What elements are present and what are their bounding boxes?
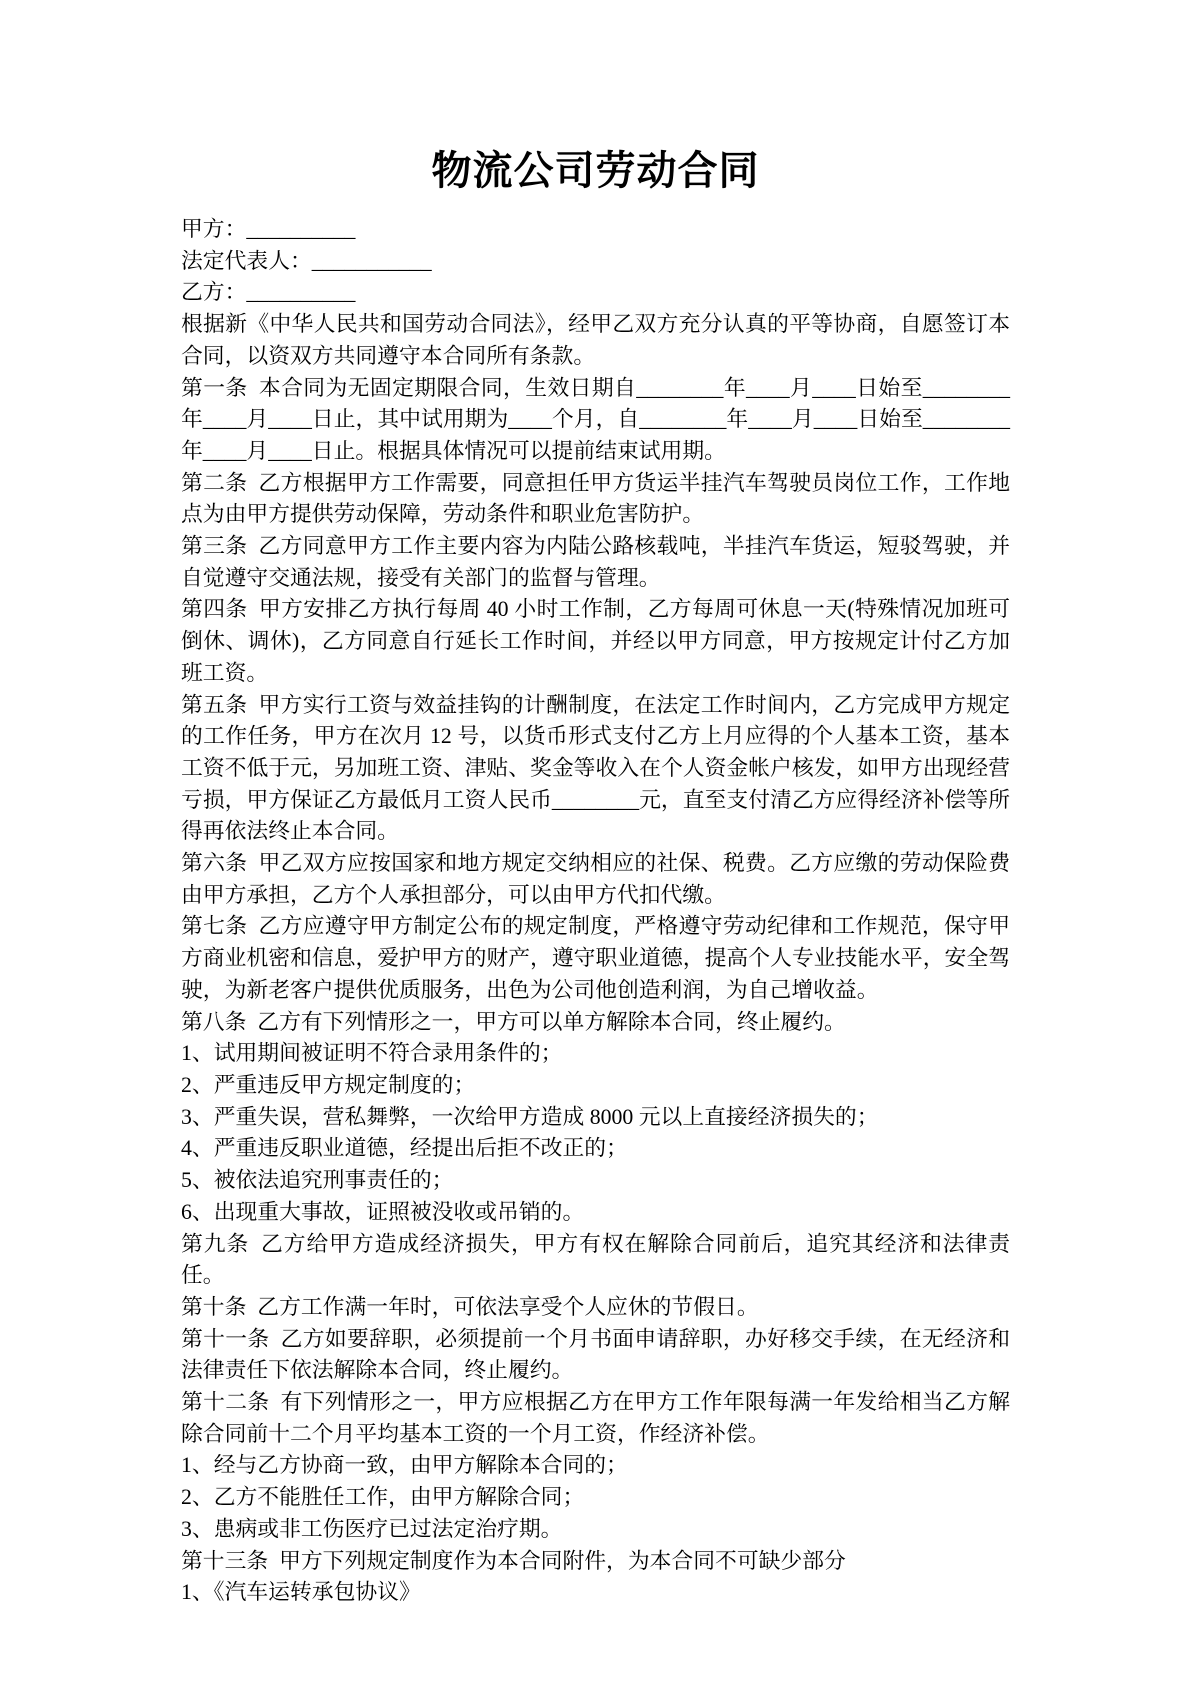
article-2: 第二条 乙方根据甲方工作需要，同意担任甲方货运半挂汽车驾驶员岗位工作，工作地点为由甲方提供劳动保障，劳动条件和职业危害防护。 [181, 470, 1010, 527]
article-5: 第五条 甲方实行工资与效益挂钩的计酬制度，在法定工作时间内，乙方完成甲方规定的工作任务，甲方在次月 12 号，以货币形式支付乙方上月应得的个人基本工资，基本工资不低于元，另加班工资、津贴、奖金等收入在个人资金帐户核发，如甲方出现经营亏损，甲方保证乙方最低月工资人民币________元，直至支付清乙方应得经济补偿等所得再依法终止本合同。 [181, 692, 1010, 844]
article-6: 第六条 甲乙双方应按国家和地方规定交纳相应的社保、税费。乙方应缴的劳动保险费由甲方承担，乙方个人承担部分，可以由甲方代扣代缴。 [181, 851, 1010, 907]
article-7: 第七条 乙方应遵守甲方制定公布的规定制度，严格遵守劳动纪律和工作规范，保守甲方商业机密和信息，爱护甲方的财产，遵守职业道德，提高个人专业技能水平，安全驾驶，为新老客户提供优质服务，出色为公司他创造利润，为自己增收益。 [181, 914, 1010, 1002]
article-8: 第八条 乙方有下列情形之一，甲方可以单方解除本合同，终止履约。 [181, 1009, 846, 1034]
article-8-item-2: 2、严重违反甲方规定制度的； [181, 1072, 476, 1097]
article-4: 第四条 甲方安排乙方执行每周 40 小时工作制，乙方每周可休息一天(特殊情况加班可倒休、调休)，乙方同意自行延长工作时间，并经以甲方同意，甲方按规定计付乙方加班工资。 [181, 597, 1010, 685]
article-12-item-1: 1、经与乙方协商一致，由甲方解除本合同的； [181, 1453, 628, 1478]
article-8-item-4: 4、严重违反职业道德，经提出后拒不改正的； [181, 1136, 628, 1161]
article-11: 第十一条 乙方如要辞职，必须提前一个月书面申请辞职，办好移交手续，在无经济和法律责任下依法解除本合同，终止履约。 [181, 1326, 1010, 1383]
article-12-item-3: 3、患病或非工伤医疗已过法定治疗期。 [181, 1516, 563, 1541]
article-12-item-2: 2、乙方不能胜任工作，由甲方解除合同； [181, 1485, 585, 1510]
article-8-item-1: 1、试用期间被证明不符合录用条件的； [181, 1041, 563, 1066]
article-8-item-3: 3、严重失误，营私舞弊，一次给甲方造成 8000 元以上直接经济损失的； [181, 1104, 879, 1129]
article-1: 第一条 本合同为无固定期限合同，生效日期自________年____月____日始至________年____月____日止，其中试用期为____个月，自________年____月____日始至________年____月____日止。根据具体情况可以提前结束试用期。 [181, 375, 1010, 463]
article-8-item-6: 6、出现重大事故，证照被没收或吊销的。 [181, 1199, 585, 1224]
party-a-line: 甲方：__________ [181, 217, 356, 241]
document-body [181, 214, 1010, 1609]
legal-representative-line: 法定代表人：___________ [181, 248, 432, 273]
party-b-line: 乙方：__________ [181, 280, 356, 305]
preamble: 根据新《中华人民共和国劳动合同法》，经甲乙双方充分认真的平等协商，自愿签订本合同，以资双方共同遵守本合同所有条款。 [181, 312, 1010, 368]
article-9: 第九条 乙方给甲方造成经济损失，甲方有权在解除合同前后，追究其经济和法律责任。 [181, 1231, 1010, 1288]
article-10: 第十条 乙方工作满一年时，可依法享受个人应休的节假日。 [181, 1294, 759, 1319]
article-3: 第三条 乙方同意甲方工作主要内容为内陆公路核载吨，半挂汽车货运，短驳驾驶，并自觉遵守交通法规，接受有关部门的监督与管理。 [181, 534, 1010, 590]
article-12: 第十二条 有下列情形之一，甲方应根据乙方在甲方工作年限每满一年发给相当乙方解除合同前十二个月平均基本工资的一个月工资，作经济补偿。 [181, 1390, 1010, 1446]
article-8-item-5: 5、被依法追究刑事责任的； [181, 1168, 454, 1193]
article-13: 第十三条 甲方下列规定制度作为本合同附件，为本合同不可缺少部分 [181, 1548, 846, 1573]
document-title: 物流公司劳动合同 [431, 148, 760, 193]
article-13-attachment-1: 1、《汽车运转承包协议》 [181, 1580, 421, 1605]
